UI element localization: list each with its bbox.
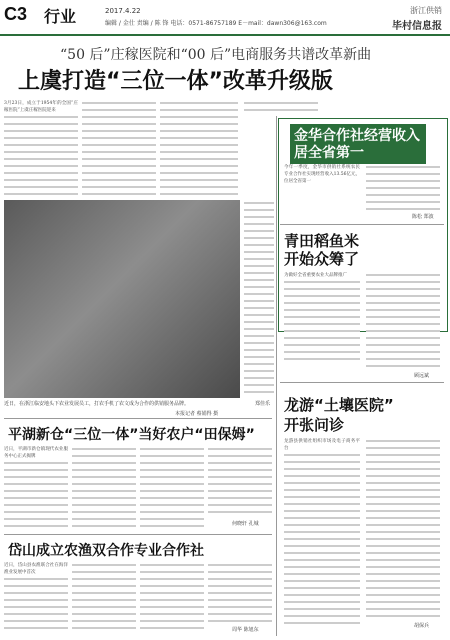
a3-credit: 顾远斌: [414, 373, 430, 379]
photo-credit: 本报记者 蔡娟得 摄: [175, 411, 219, 417]
a4-intro-text: 龙游县供销社组织市场及电子商务平台: [284, 439, 360, 451]
box-text-col1: [284, 164, 360, 210]
column-divider: [276, 116, 277, 636]
lead-title: 上虞打造“三位一体”改革升级版: [18, 69, 333, 94]
box-text-col2: [366, 164, 440, 210]
text-lines: [284, 279, 360, 361]
a4-title-line1: 龙游“土壤医院”: [284, 396, 394, 414]
text-lines: [4, 576, 68, 632]
lead-subtitle: “50 后”庄稼医院和“00 后”电商服务共谱改革新曲: [60, 47, 372, 63]
a1-text-col1: [4, 446, 68, 532]
box-intro-text: 今年一季度，金华市供销社系统农民专业合作社实现经营收入13.56亿元，位居全省第一: [284, 165, 360, 184]
a2-intro-text: 近日，岱山县农渔联合社在海洋渔业发展中首次: [4, 563, 68, 575]
divider: [4, 534, 272, 535]
text-lines: [284, 452, 360, 628]
a3-text-col1: [284, 272, 360, 368]
lead-text-col4-top: [244, 100, 318, 112]
section-name: 行业: [44, 7, 77, 26]
paper-logo: 毕村信息报: [392, 21, 442, 32]
editor-info: 编辑 / 金仕 责编 / 陈 锋 电话：0571-86757189 E－mail：dawn306@163.com: [105, 20, 327, 27]
a4-title-line2: 开张问诊: [284, 416, 345, 434]
lead-text-col4: [244, 200, 274, 396]
box-title: [290, 124, 426, 164]
a4-text-col2: [366, 438, 440, 618]
lead-author: 郑佳乐: [255, 401, 271, 407]
a3-title-line2: 开始众筹了: [284, 250, 360, 268]
lead-text-col2: [82, 100, 156, 196]
divider: [280, 224, 444, 225]
box-title-line1: 金华合作社经营收入: [294, 128, 420, 144]
a1-title: 平湖新仓“三位一体”当好农户“田保姆”: [8, 427, 255, 443]
a1-text-col3: [140, 446, 204, 532]
lead-photo: [4, 200, 240, 398]
lead-text-col1: [4, 100, 78, 196]
text-lines: [4, 114, 78, 196]
a2-text-col3: [140, 562, 204, 632]
lead-text-col3: [160, 100, 238, 196]
region-label: 浙江供销: [410, 6, 442, 15]
a2-text-col1: [4, 562, 68, 632]
page-code: C3: [4, 4, 28, 24]
a1-intro-text: 近日，平湖市新仓镇现代农业服务中心正式揭牌: [4, 447, 68, 459]
a3-intro-text: 为做好全省重要农业大品牌推广: [284, 273, 347, 278]
a2-credit: 周华 陈旭东: [232, 627, 259, 633]
a2-text-col4: [208, 562, 272, 622]
a4-credit: 胡保兵: [414, 623, 430, 629]
a2-title: 岱山成立农渔双合作专业合作社: [8, 543, 204, 559]
a1-text-col4: [208, 446, 272, 516]
a3-title-line1: 青田稻鱼米: [284, 232, 360, 250]
lead-intro-text: 3月23日，成立于1954年的全国“庄稼医院”上虞庄稼医院迎来: [4, 101, 78, 113]
divider: [280, 382, 444, 383]
a2-text-col2: [72, 562, 136, 632]
a1-credit: 何晓轩 孔城: [232, 521, 259, 527]
a4-text-col1: [284, 438, 360, 628]
a3-text-col2: [366, 272, 440, 368]
photo-caption: 近日，在浙江临安地头下农业发展员工，打农手机了农文成为合作的供销服务品牌。: [4, 401, 190, 407]
divider: [4, 418, 272, 419]
text-lines: [4, 460, 68, 532]
box-credit: 陈松 郑波: [412, 214, 434, 220]
page-header: [0, 0, 450, 36]
issue-date: 2017.4.22: [105, 7, 141, 15]
a1-text-col2: [72, 446, 136, 532]
header-rule: [0, 34, 450, 36]
box-title-line2: 居全省第一: [294, 145, 364, 161]
